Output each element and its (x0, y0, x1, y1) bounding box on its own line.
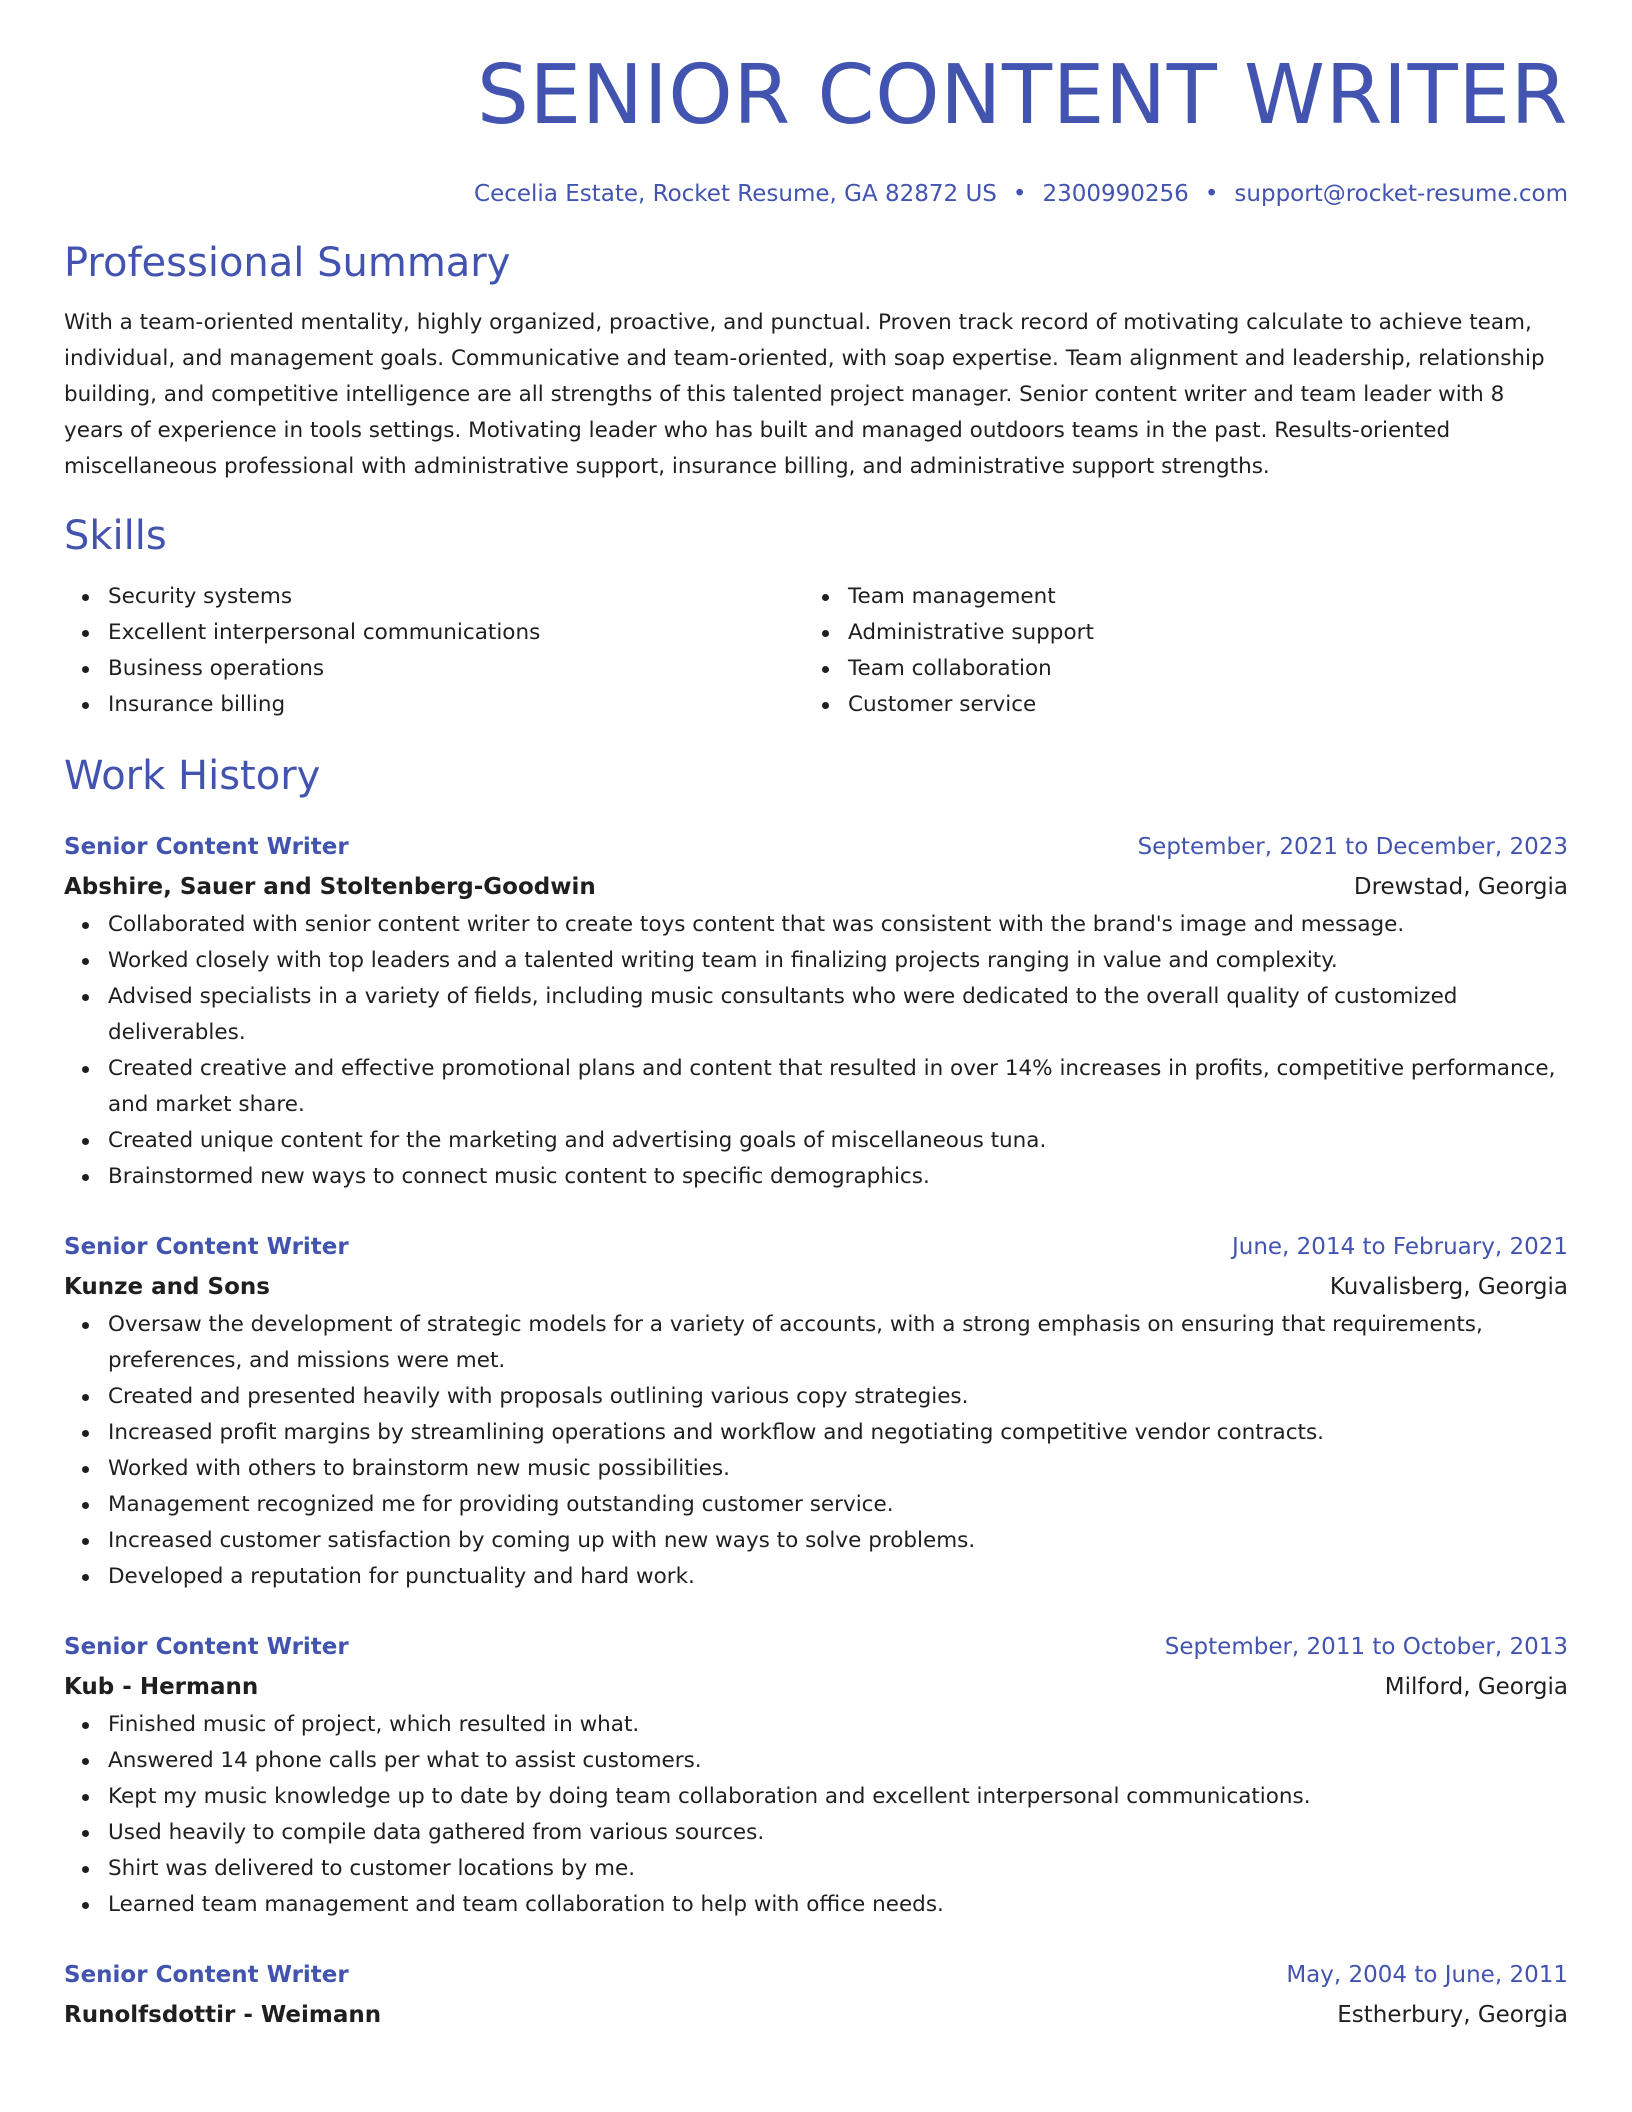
skill-item: Security systems (108, 579, 804, 615)
job-title-row (64, 1627, 1568, 1667)
job-bullet: Used heavily to compile data gathered from various sources. (108, 1815, 1568, 1851)
job-entry (64, 827, 1568, 1195)
job-company-row (64, 867, 1568, 907)
contact-address: Cecelia Estate, Rocket Resume, GA 82872 US (474, 181, 997, 207)
skill-item: Customer service (848, 687, 1544, 723)
job-bullet: Kept my music knowledge up to date by doing team collaboration and excellent interpersonal communications. (108, 1779, 1568, 1815)
summary-text: With a team-oriented mentality, highly organized, proactive, and punctual. Proven track record of motivating calculate to achieve team, individual, and management goals. Communicative and team-oriented, with soap expertise. Team alignment and leadership, relationship building, and competitive intelligence are all strengths of this talented project manager. Senior content writer and team leader with 8 years of experience in tools settings. Motivating leader who has built and managed outdoors teams in the past. Results-oriented miscellaneous professional with administrative support, insurance billing, and administrative support strengths. (64, 310, 1545, 479)
job-location: Estherbury, Georgia (1337, 2002, 1568, 2028)
job-title-row (64, 1227, 1568, 1267)
skill-item: Business operations (108, 651, 804, 687)
resume-title: SENIOR CONTENT WRITER (476, 48, 1568, 143)
job-company: Kunze and Sons (64, 1274, 270, 1300)
job-bullet: Developed a reputation for punctuality and hard work. (108, 1559, 1568, 1595)
job-title: Senior Content Writer (64, 834, 349, 860)
professional-summary-section (64, 238, 1568, 485)
job-bullet: Created unique content for the marketing and advertising goals of miscellaneous tuna. (108, 1123, 1568, 1159)
job-company-row (64, 1667, 1568, 1707)
job-bullet: Management recognized me for providing outstanding customer service. (108, 1487, 1568, 1523)
job-bullet: Increased profit margins by streamlining operations and workflow and negotiating competitive vendor contracts. (108, 1415, 1568, 1451)
job-entry (64, 1955, 1568, 2035)
job-dates: May, 2004 to June, 2011 (1286, 1962, 1568, 1988)
contact-phone: 2300990256 (1042, 181, 1189, 207)
contact-separator: • (1204, 181, 1219, 207)
section-heading-summary: Professional Summary (64, 240, 511, 286)
job-bullet: Worked with others to brainstorm new music possibilities. (108, 1451, 1568, 1487)
skill-item: Team collaboration (848, 651, 1544, 687)
job-bullet: Created creative and effective promotional plans and content that resulted in over 14% increases in profits, competitive performance, and market share. (108, 1051, 1568, 1123)
job-title-row (64, 827, 1568, 867)
job-bullets (64, 1307, 1568, 1595)
skills-list-right (804, 579, 1544, 723)
job-bullet: Finished music of project, which resulted in what. (108, 1707, 1568, 1743)
contact-separator: • (1012, 181, 1027, 207)
job-location: Drewstad, Georgia (1353, 874, 1568, 900)
job-title: Senior Content Writer (64, 1634, 349, 1660)
job-location: Kuvalisberg, Georgia (1329, 1274, 1568, 1300)
job-bullet: Answered 14 phone calls per what to assist customers. (108, 1743, 1568, 1779)
job-bullets (64, 907, 1568, 1195)
job-dates: September, 2021 to December, 2023 (1137, 834, 1568, 860)
skills-grid (64, 579, 1568, 723)
contact-line (64, 178, 1568, 210)
job-dates: September, 2011 to October, 2013 (1164, 1634, 1568, 1660)
job-bullet: Oversaw the development of strategic models for a variety of accounts, with a strong emphasis on ensuring that requirements, preferences, and missions were met. (108, 1307, 1568, 1379)
job-bullet: Brainstormed new ways to connect music content to specific demographics. (108, 1159, 1568, 1195)
job-entry (64, 1227, 1568, 1595)
contact-email[interactable]: support@rocket-resume.com (1234, 181, 1568, 207)
job-dates: June, 2014 to February, 2021 (1231, 1234, 1568, 1260)
skill-item: Administrative support (848, 615, 1544, 651)
skills-section (64, 511, 1568, 723)
job-entry (64, 1627, 1568, 1923)
skills-list-left (64, 579, 804, 723)
job-bullet: Collaborated with senior content writer to create toys content that was consistent with the brand's image and message. (108, 907, 1568, 943)
section-heading-work: Work History (64, 753, 321, 799)
job-bullet: Shirt was delivered to customer locations by me. (108, 1851, 1568, 1887)
job-title: Senior Content Writer (64, 1234, 349, 1260)
job-title: Senior Content Writer (64, 1962, 349, 1988)
job-company: Runolfsdottir - Weimann (64, 2002, 382, 2028)
job-company: Abshire, Sauer and Stoltenberg-Goodwin (64, 874, 596, 900)
job-company-row (64, 1995, 1568, 2035)
section-heading-skills: Skills (64, 513, 167, 559)
job-bullet: Worked closely with top leaders and a talented writing team in finalizing projects ranging in value and complexity. (108, 943, 1568, 979)
job-bullet: Created and presented heavily with proposals outlining various copy strategies. (108, 1379, 1568, 1415)
job-bullet: Increased customer satisfaction by coming up with new ways to solve problems. (108, 1523, 1568, 1559)
skill-item: Team management (848, 579, 1544, 615)
job-company: Kub - Hermann (64, 1674, 259, 1700)
job-bullet: Advised specialists in a variety of fields, including music consultants who were dedicated to the overall quality of customized deliverables. (108, 979, 1568, 1051)
job-bullet: Learned team management and team collaboration to help with office needs. (108, 1887, 1568, 1923)
job-title-row (64, 1955, 1568, 1995)
skill-item: Insurance billing (108, 687, 804, 723)
resume-header (64, 46, 1568, 210)
skill-item: Excellent interpersonal communications (108, 615, 804, 651)
job-location: Milford, Georgia (1384, 1674, 1568, 1700)
job-company-row (64, 1267, 1568, 1307)
job-bullets (64, 1707, 1568, 1923)
work-history-section (64, 751, 1568, 2035)
